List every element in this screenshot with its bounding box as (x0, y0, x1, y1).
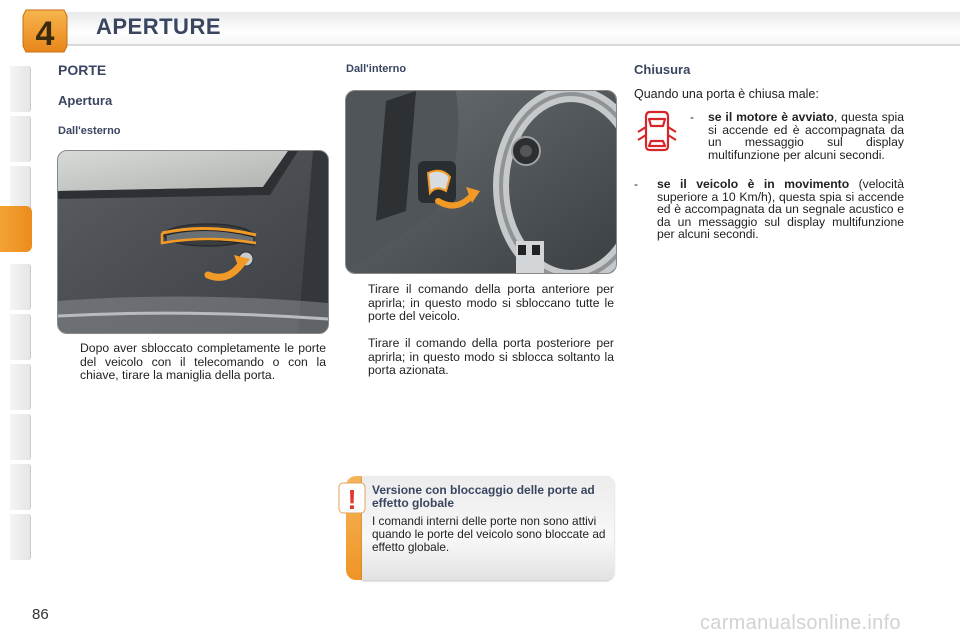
chapter-tab-10[interactable] (10, 514, 31, 560)
warning-symbol: ! (347, 484, 357, 514)
dash-marker: - (634, 177, 639, 191)
warning-text: I comandi interni delle porte non sono attivi quando le porte del veicolo sono bloccate ad effetto globale. (372, 514, 606, 554)
chapter-tab-2[interactable] (10, 116, 31, 162)
section-title-porte: PORTE (58, 62, 107, 78)
subsection-title-apertura: Apertura (58, 93, 113, 108)
condition-vehicle-moving (634, 178, 904, 241)
chapter-number: 4 (35, 15, 55, 53)
condition-vehicle-moving-bold: se il veicolo è in movimento (657, 177, 850, 191)
bullet-front-door-text: Tirare il comando della porta anteriore per aprirla; in questo modo si sbloccano tutte le porte del veicolo. (368, 282, 614, 323)
chapter-tab-6[interactable] (10, 314, 31, 360)
watermark-text: carmanualsonline.info (700, 612, 901, 634)
warning-title: Versione con bloccaggio delle porte ad effetto globale (372, 483, 595, 510)
bullet-front-door (346, 283, 614, 324)
condition-engine-running-text: , questa spia si accende ed è accompagnata da un messaggio sul display multifunzione per alcuni secondi. (708, 110, 904, 162)
page-number: 86 (32, 606, 49, 623)
subheading-dall-esterno: Dall'esterno (58, 125, 121, 137)
condition-vehicle-moving-text: (velocità superiore a 10 Km/h), questa spia si accende ed è accompagnata da un segnale acustico e da un messaggio sul display multifunzione per alcuni secondi. (657, 177, 904, 241)
chapter-tab-5[interactable] (10, 264, 31, 310)
section-title-chiusura: Chiusura (634, 62, 691, 77)
condition-engine-running (690, 111, 904, 161)
bullet-rear-door-text: Tirare il comando della porta posteriore per aprirla; in questo modo si sblocca soltanto la porta azionata. (368, 336, 614, 377)
bullet-exterior-opening (58, 342, 326, 383)
chapter-tab-4-active[interactable] (0, 206, 32, 252)
chapter-tab-1[interactable] (10, 66, 31, 112)
header-divider (48, 44, 960, 46)
bullet-exterior-text: Dopo aver sbloccato completamente le porte del veicolo con il telecomando o con la chiave, tirare la maniglia della porta. (80, 341, 326, 382)
dash-marker: - (690, 110, 695, 124)
chapter-title: APERTURE (96, 14, 222, 39)
chapter-tab-9[interactable] (10, 464, 31, 510)
bullet-rear-door (346, 337, 614, 378)
chapter-tabs (0, 66, 34, 578)
chapter-number-badge (20, 6, 70, 56)
car-door-open-warning-icon (634, 108, 680, 154)
exclamation-icon (338, 482, 366, 514)
exterior-door-handle-photo (57, 150, 329, 334)
interior-door-handle-photo (345, 90, 617, 274)
chiusura-intro: Quando una porta è chiusa male: (634, 87, 819, 101)
subheading-dall-interno: Dall'interno (346, 63, 407, 75)
chapter-tab-8[interactable] (10, 414, 31, 460)
chapter-tab-7[interactable] (10, 364, 31, 410)
condition-engine-running-bold: se il motore è avviato (708, 110, 834, 124)
